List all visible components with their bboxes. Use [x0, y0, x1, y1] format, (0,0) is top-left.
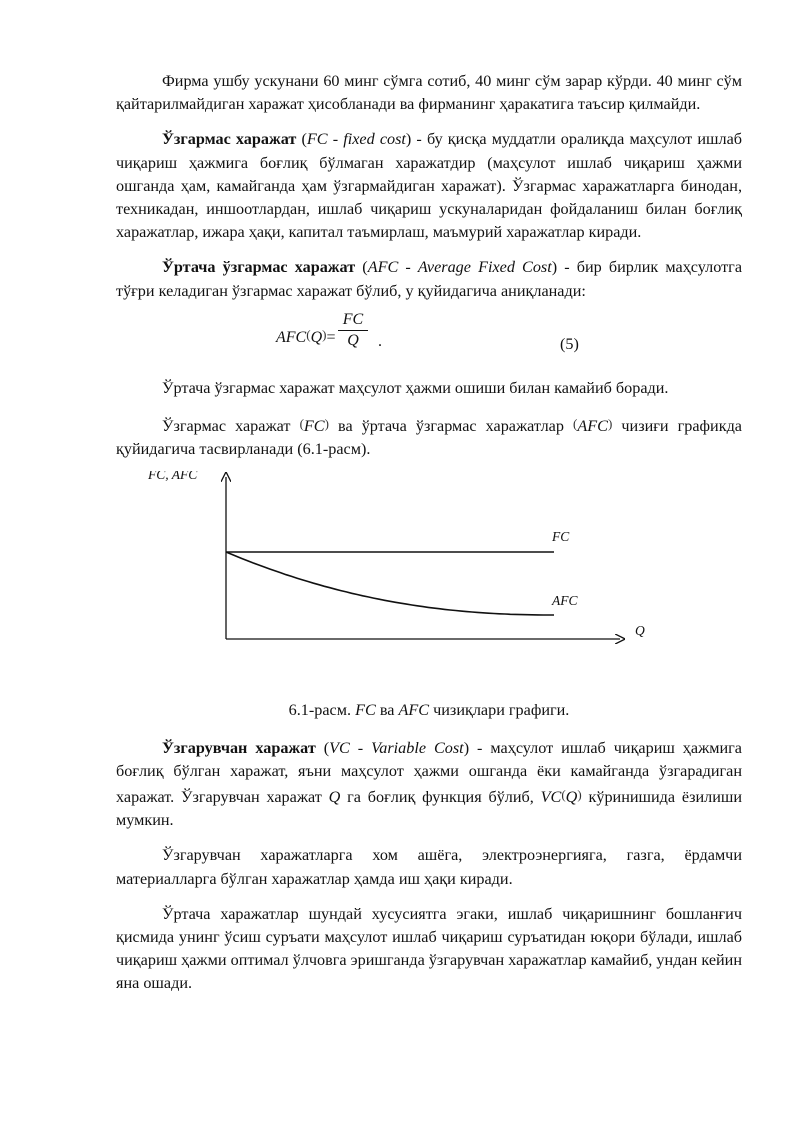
formula-lhs: AFC(Q)=: [276, 326, 336, 346]
paragraph-variable-cost-items: Ўзгарувчан харажатларга хом ашёга, электроэнергияга, газга, ёрдамчи материалларга бўлган харажатлар ҳамда иш ҳақи киради.: [116, 846, 742, 888]
afc-curve: [226, 552, 554, 615]
afc-curve-label: AFC: [552, 593, 578, 609]
y-axis-label: FC, AFC: [148, 471, 198, 483]
document-page: [116, 70, 742, 996]
formula-denominator: Q: [347, 331, 359, 349]
formula-5: [116, 311, 742, 373]
equation-number: (5): [560, 334, 579, 353]
paragraph-variable-cost: Ўзгарувчан харажат (VC - Variable Cost) - маҳсулот ишлаб чиқариш ҳажмига боғлиқ бўлган харажат, яъни маҳсулот ҳажми ошганда ёки камайганда ўзгарадиган харажат. Ўзгарувчан харажат Q га боғлиқ функция бўлиб, VC(Q) кўринишида ёзилиши мумкин.: [116, 738, 743, 830]
formula-numerator: FC: [338, 311, 368, 331]
paragraph-fixed-cost: Ўзгармас харажат (FC - fixed cost) - бу қисқа муддатли оралиқда маҳсулот ишлаб чиқариш ҳажмига боғлиқ бўлмаган харажатдир (маҳсулот ишлаб чиқариш ҳажми ошганда ҳам, камайганда ҳам ўзгармайдиган харажат). Ўзгармас харажатларга бинодан, техникадан, иншоотлардан, ишлаб чиқариш ускуналаридан фойдаланиш билан боғлиқ харажатлар, ижара ҳақи, капитал таъмирлаш, маъмурий харажатлар киради.: [116, 130, 743, 242]
abbr-vc: VC: [329, 738, 350, 757]
abbr-fc: FC: [306, 130, 328, 149]
paragraph-1: Фирма ушбу ускунани 60 минг сўмга сотиб, 40 минг сўм зарар кўрди. 40 минг сўм қайтарилмайдиган харажат ҳисобланади ва фирманинг ҳаракатига таъсир қилмайди.: [116, 72, 742, 114]
formula-fraction: [338, 311, 368, 350]
english-average-fixed-cost: Average Fixed Cost: [417, 258, 552, 277]
paragraph-afc-decreases: Ўртача ўзгармас харажат маҳсулот ҳажми ошиши билан камайиб боради.: [162, 378, 669, 397]
formula-period: .: [378, 332, 382, 350]
symbol-afc: AFC: [577, 417, 608, 436]
abbr-afc: AFC: [367, 258, 399, 277]
fc-line-label: FC: [552, 529, 570, 545]
x-axis-label: Q: [635, 623, 645, 639]
symbol-fc: FC: [303, 417, 325, 436]
fc-afc-chart: [0, 471, 800, 691]
english-variable-cost: Variable Cost: [371, 738, 464, 757]
english-fixed-cost: fixed cost: [343, 130, 406, 149]
figure-6-1: [116, 471, 742, 691]
term-average-fixed-cost: Ўртача ўзгармас харажат: [162, 258, 356, 277]
paragraph-average-fixed-cost: Ўртача ўзгармас харажат (AFC - Average Fixed Cost) - бир бирлик маҳсулотга тўғри келадиган ўзгармас харажат бўлиб, у қуйидагича аниқланади:: [116, 258, 743, 300]
figure-caption: 6.1-расм. FC ва AFC чизиқлари графиги.: [288, 701, 570, 720]
term-fixed-cost: Ўзгармас харажат: [162, 130, 297, 149]
paragraph-graph-intro: Ўзгармас харажат (FC) ва ўртача ўзгармас харажатлар (AFC) чизиғи графикда қуйидагича тасвирланади (6.1-расм).: [116, 416, 742, 459]
term-variable-cost: Ўзгарувчан харажат: [162, 738, 316, 757]
paragraph-average-costs: Ўртача харажатлар шундай хусусиятга эгаки, ишлаб чиқаришнинг бошланғич қисмида унинг ўсиш суръати маҳсулот ишлаб чиқариш суръатидан юқори бўлади, ишлаб чиқариш ҳажми оптимал ўлчовга эришганда ўзгарувчан харажатлар камайиб, ундан кейин яна ошади.: [116, 904, 742, 993]
